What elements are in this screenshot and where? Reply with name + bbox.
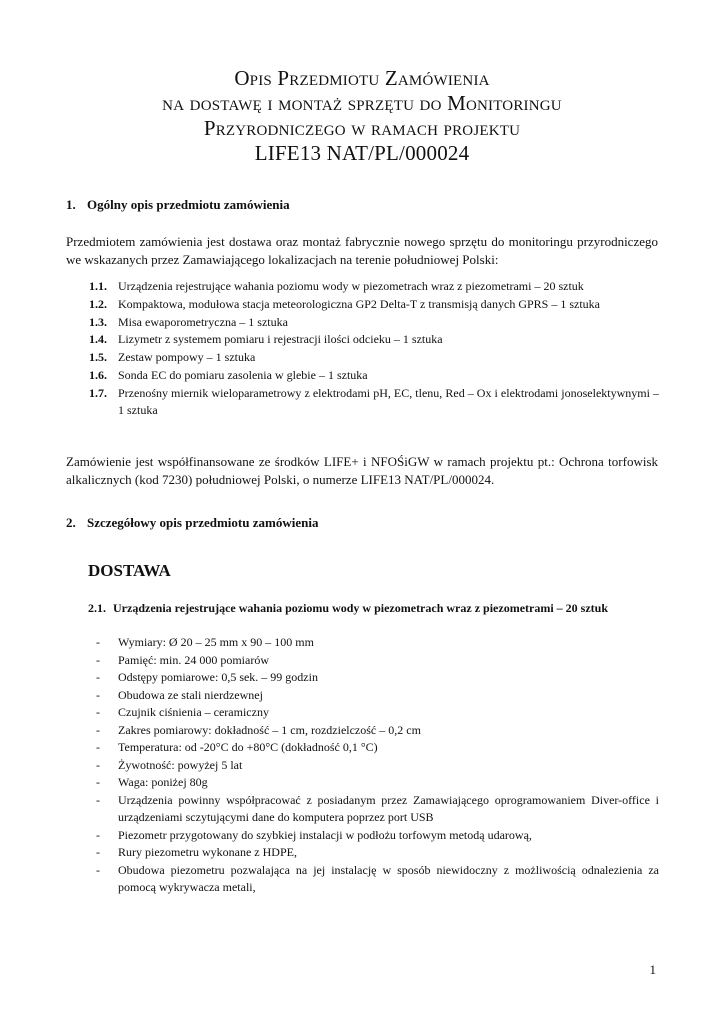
funding-paragraph: Zamówienie jest współfinansowane ze środków LIFE+ i NFOŚiGW w ramach projektu pt.: Ochrona torfowisk alkalicznych (kod 7230) południowej Polski, o numerze LIFE13 NAT/PL/000024.	[66, 454, 658, 487]
spec-bullet-text: Wymiary: Ø 20 – 25 mm x 90 – 100 mm	[118, 635, 314, 649]
list-item-number: 1.7.	[89, 385, 107, 400]
bullet-dash: -	[96, 740, 100, 754]
spec-bullet-text: Czujnik ciśnienia – ceramiczny	[118, 705, 269, 719]
title-line-3: Przyrodniczego w ramach projektu	[203, 116, 521, 140]
title-line-1: Opis Przedmiotu Zamówienia	[234, 66, 490, 90]
numbered-list-item	[89, 331, 659, 348]
list-item-text: Urządzenia rejestrujące wahania poziomu wody w piezometrach wraz z piezometrami – 20 sztuk	[118, 279, 584, 293]
bullet-dash: -	[96, 792, 100, 807]
item-2-1-spec-list	[96, 634, 659, 897]
spec-bullet-text: Obudowa ze stali nierdzewnej	[118, 687, 263, 702]
numbered-list-item	[89, 349, 659, 366]
bullet-dash: -	[96, 670, 100, 684]
section-1-title: Ogólny opis przedmiotu zamówienia	[87, 197, 290, 212]
spec-bullet-text: Obudowa piezometru pozwalająca na jej instalację w sposób niewidoczny z możliwością odnalezienia za pomocą wykrywacza metali,	[118, 862, 659, 894]
list-item-number: 1.5.	[89, 350, 107, 365]
page-number: 1	[649, 962, 656, 977]
spec-bullet-item	[96, 634, 659, 652]
section-2-number: 2.	[66, 515, 76, 530]
list-item-text: Misa ewaporometryczna – 1 sztuka	[118, 314, 288, 329]
list-item-text: Sonda EC do pomiaru zasolenia w glebie – 1 sztuka	[118, 367, 368, 382]
title-line-4: LIFE13 NAT/PL/000024	[254, 141, 470, 165]
spec-bullet-text: Zakres pomiarowy: dokładność – 1 cm, rozdzielczość – 0,2 cm	[118, 722, 421, 737]
bullet-dash: -	[96, 705, 100, 719]
spec-bullet-item	[96, 757, 659, 775]
spec-bullet-text: Rury piezometru wykonane z HDPE,	[118, 845, 297, 859]
item-2-1-title: Urządzenia rejestrujące wahania poziomu wody w piezometrach wraz z piezometrami – 20 sztuk	[113, 601, 609, 615]
bullet-dash: -	[96, 845, 100, 859]
numbered-list-item	[89, 385, 659, 419]
spec-bullet-text: Urządzenia powinny współpracować z posiadanym przez Zamawiającego oprogramowaniem Diver-office i urządzeniami sczytującymi dane do komputera poprzez port USB	[118, 792, 659, 824]
spec-bullet-item	[96, 844, 659, 862]
numbered-list-item	[89, 314, 659, 331]
title-line-2: na dostawę i montaż sprzętu do Monitoringu	[162, 91, 562, 115]
spec-bullet-item	[96, 774, 659, 792]
document-title	[60, 66, 664, 166]
section-1-number: 1.	[66, 197, 76, 212]
list-item-text: Zestaw pompowy – 1 sztuka	[118, 350, 256, 365]
spec-bullet-item	[96, 862, 659, 897]
bullet-dash: -	[96, 862, 100, 877]
list-item-number: 1.1.	[89, 279, 107, 293]
section-1-intro: Przedmiotem zamówienia jest dostawa oraz montaż fabrycznie nowego sprzętu do monitoringu przyrodniczego we wskazanych przez Zamawiającego lokalizacjach na terenie południowej Polski:	[66, 234, 658, 267]
list-item-text: Przenośny miernik wieloparametrowy z elektrodami pH, EC, tlenu, Red – Ox i elektrodami jonoselektywnymi – 1 sztuka	[118, 385, 659, 417]
spec-bullet-item	[96, 827, 659, 845]
numbered-list-item	[89, 296, 659, 313]
spec-bullet-text: Temperatura: od -20°C do +80°C (dokładność 0,1 °C)	[118, 740, 378, 754]
bullet-dash: -	[96, 775, 100, 789]
section-1-item-list	[89, 278, 659, 420]
spec-bullet-text: Żywotność: powyżej 5 lat	[118, 757, 243, 772]
spec-bullet-item	[96, 792, 659, 827]
bullet-dash: -	[96, 722, 100, 737]
section-2-heading	[66, 515, 318, 531]
numbered-list-item	[89, 278, 659, 295]
list-item-number: 1.6.	[89, 367, 107, 382]
spec-bullet-item	[96, 652, 659, 670]
section-1-heading	[66, 197, 290, 213]
list-item-number: 1.4.	[89, 332, 107, 347]
spec-bullet-item	[96, 704, 659, 722]
spec-bullet-item	[96, 669, 659, 687]
spec-bullet-text: Piezometr przygotowany do szybkiej instalacji w podłożu torfowym metodą udarową,	[118, 827, 532, 842]
bullet-dash: -	[96, 635, 100, 649]
spec-bullet-text: Pamięć: min. 24 000 pomiarów	[118, 652, 269, 667]
spec-bullet-item	[96, 722, 659, 740]
item-2-1-heading	[88, 600, 659, 617]
list-item-text: Kompaktowa, modułowa stacja meteorologiczna GP2 Delta-T z transmisją danych GPRS – 1 sztuka	[118, 296, 601, 311]
list-item-number: 1.2.	[89, 296, 107, 311]
list-item-number: 1.3.	[89, 314, 107, 329]
spec-bullet-text: Odstępy pomiarowe: 0,5 sek. – 99 godzin	[118, 670, 318, 684]
bullet-dash: -	[96, 687, 100, 702]
spec-bullet-item	[96, 739, 659, 757]
dostawa-heading: DOSTAWA	[88, 561, 171, 580]
section-2-title: Szczegółowy opis przedmiotu zamówienia	[87, 515, 319, 530]
bullet-dash: -	[96, 827, 100, 842]
bullet-dash: -	[96, 652, 100, 667]
list-item-text: Lizymetr z systemem pomiaru i rejestracji ilości odcieku – 1 sztuka	[118, 332, 443, 347]
numbered-list-item	[89, 367, 659, 384]
item-2-1-number: 2.1.	[88, 601, 106, 615]
spec-bullet-text: Waga: poniżej 80g	[118, 775, 208, 789]
spec-bullet-item	[96, 687, 659, 705]
bullet-dash: -	[96, 757, 100, 772]
